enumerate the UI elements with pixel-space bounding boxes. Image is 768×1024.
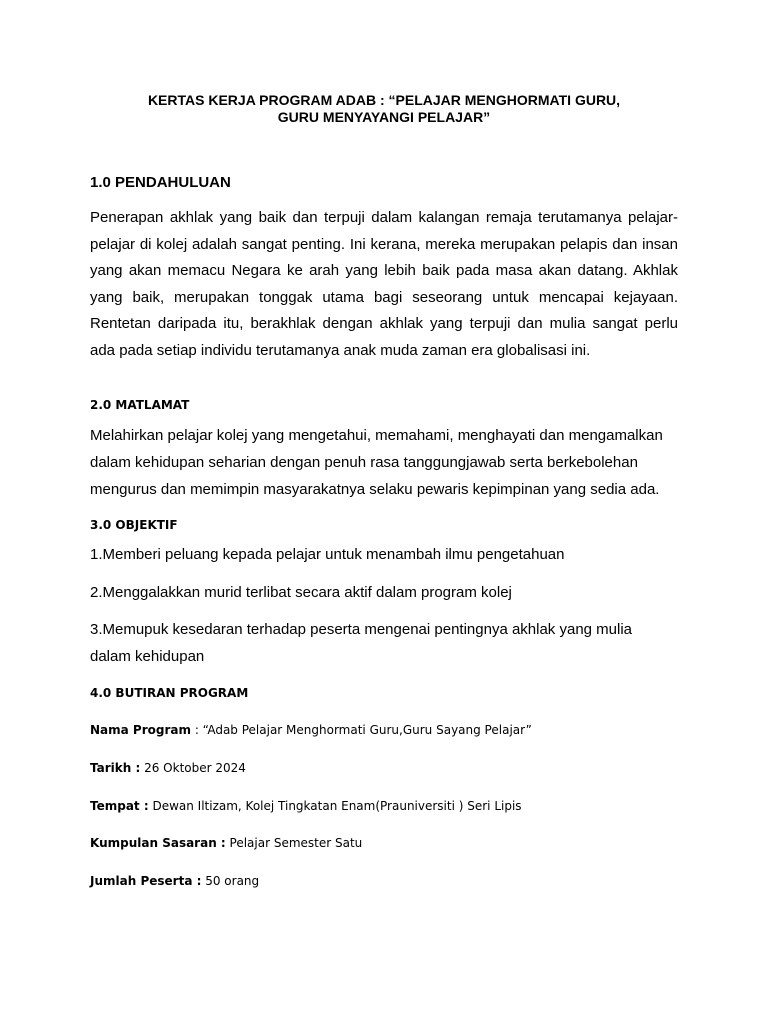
paragraph-line: mengurus dan memimpin masyarakatnya selaku pewaris kepimpinan yang sedia ada.	[90, 481, 660, 498]
section-heading-matlamat: 2.0 MATLAMAT	[90, 398, 190, 412]
detail-venue	[90, 799, 522, 813]
paragraph-line: yang baik, merupakan tonggak utama bagi seseorang untuk mencapai kejayaan.	[90, 288, 678, 306]
paragraph-line: dalam kehidupan seharian dengan penuh rasa tanggungjawab serta berkebolehan	[90, 454, 638, 471]
detail-label: Tempat :	[90, 799, 149, 813]
title-line-2: GURU MENYAYANGI PELAJAR”	[277, 109, 491, 125]
title-line-1: KERTAS KERJA PROGRAM ADAB : “PELAJAR MENGHORMATI GURU,	[147, 92, 621, 108]
detail-label: Nama Program	[90, 723, 191, 737]
detail-value: : “Adab Pelajar Menghormati Guru,Guru Sayang Pelajar”	[191, 723, 532, 737]
detail-label: Tarikh :	[90, 761, 141, 775]
objective-item-2: 2.Menggalakkan murid terlibat secara aktif dalam program kolej	[90, 584, 512, 601]
detail-program-name	[90, 723, 532, 737]
paragraph-line: ada pada setiap individu terutamanya anak muda zaman era globalisasi ini.	[90, 341, 591, 359]
detail-date	[90, 761, 246, 775]
objective-item-1: 1.Memberi peluang kepada pelajar untuk menambah ilmu pengetahuan	[90, 546, 565, 563]
detail-target-group	[90, 836, 362, 850]
section-heading-objektif: 3.0 OBJEKTIF	[90, 518, 178, 532]
objective-item-3-line-1: 3.Memupuk kesedaran terhadap peserta mengenai pentingnya akhlak yang mulia	[90, 621, 633, 638]
document-title	[90, 92, 678, 126]
detail-label: Kumpulan Sasaran :	[90, 836, 226, 850]
paragraph-line: pelajar di kolej adalah sangat penting. Ini kerana, mereka merupakan pelapis dan insan	[90, 235, 678, 253]
detail-value: Dewan Iltizam, Kolej Tingkatan Enam(Prauniversiti ) Seri Lipis	[148, 799, 522, 813]
detail-label: Jumlah Peserta :	[90, 874, 202, 888]
detail-value: Pelajar Semester Satu	[225, 836, 363, 850]
paragraph-line: yang akan memacu Negara ke arah yang lebih baik pada masa akan datang. Akhlak	[90, 262, 678, 280]
paragraph-pendahuluan	[90, 205, 678, 365]
paragraph-line: Penerapan akhlak yang baik dan terpuji dalam kalangan remaja terutamanya pelajar-	[90, 209, 678, 226]
paragraph-line: Melahirkan pelajar kolej yang mengetahui, memahami, menghayati dan mengamalkan	[90, 427, 663, 444]
detail-value: 50 orang	[201, 874, 260, 888]
paragraph-line: Rentetan daripada itu, berakhlak dengan akhlak yang terpuji dan mulia sangat perlu	[90, 315, 678, 333]
paragraph-matlamat	[90, 422, 690, 503]
detail-participants	[90, 874, 259, 888]
section-heading-pendahuluan: 1.0 PENDAHULUAN	[90, 174, 231, 191]
objective-item-3	[90, 616, 632, 670]
detail-value: 26 Oktober 2024	[140, 761, 246, 775]
objective-item-3-line-2: dalam kehidupan	[90, 648, 205, 665]
section-heading-butiran: 4.0 BUTIRAN PROGRAM	[90, 686, 249, 700]
